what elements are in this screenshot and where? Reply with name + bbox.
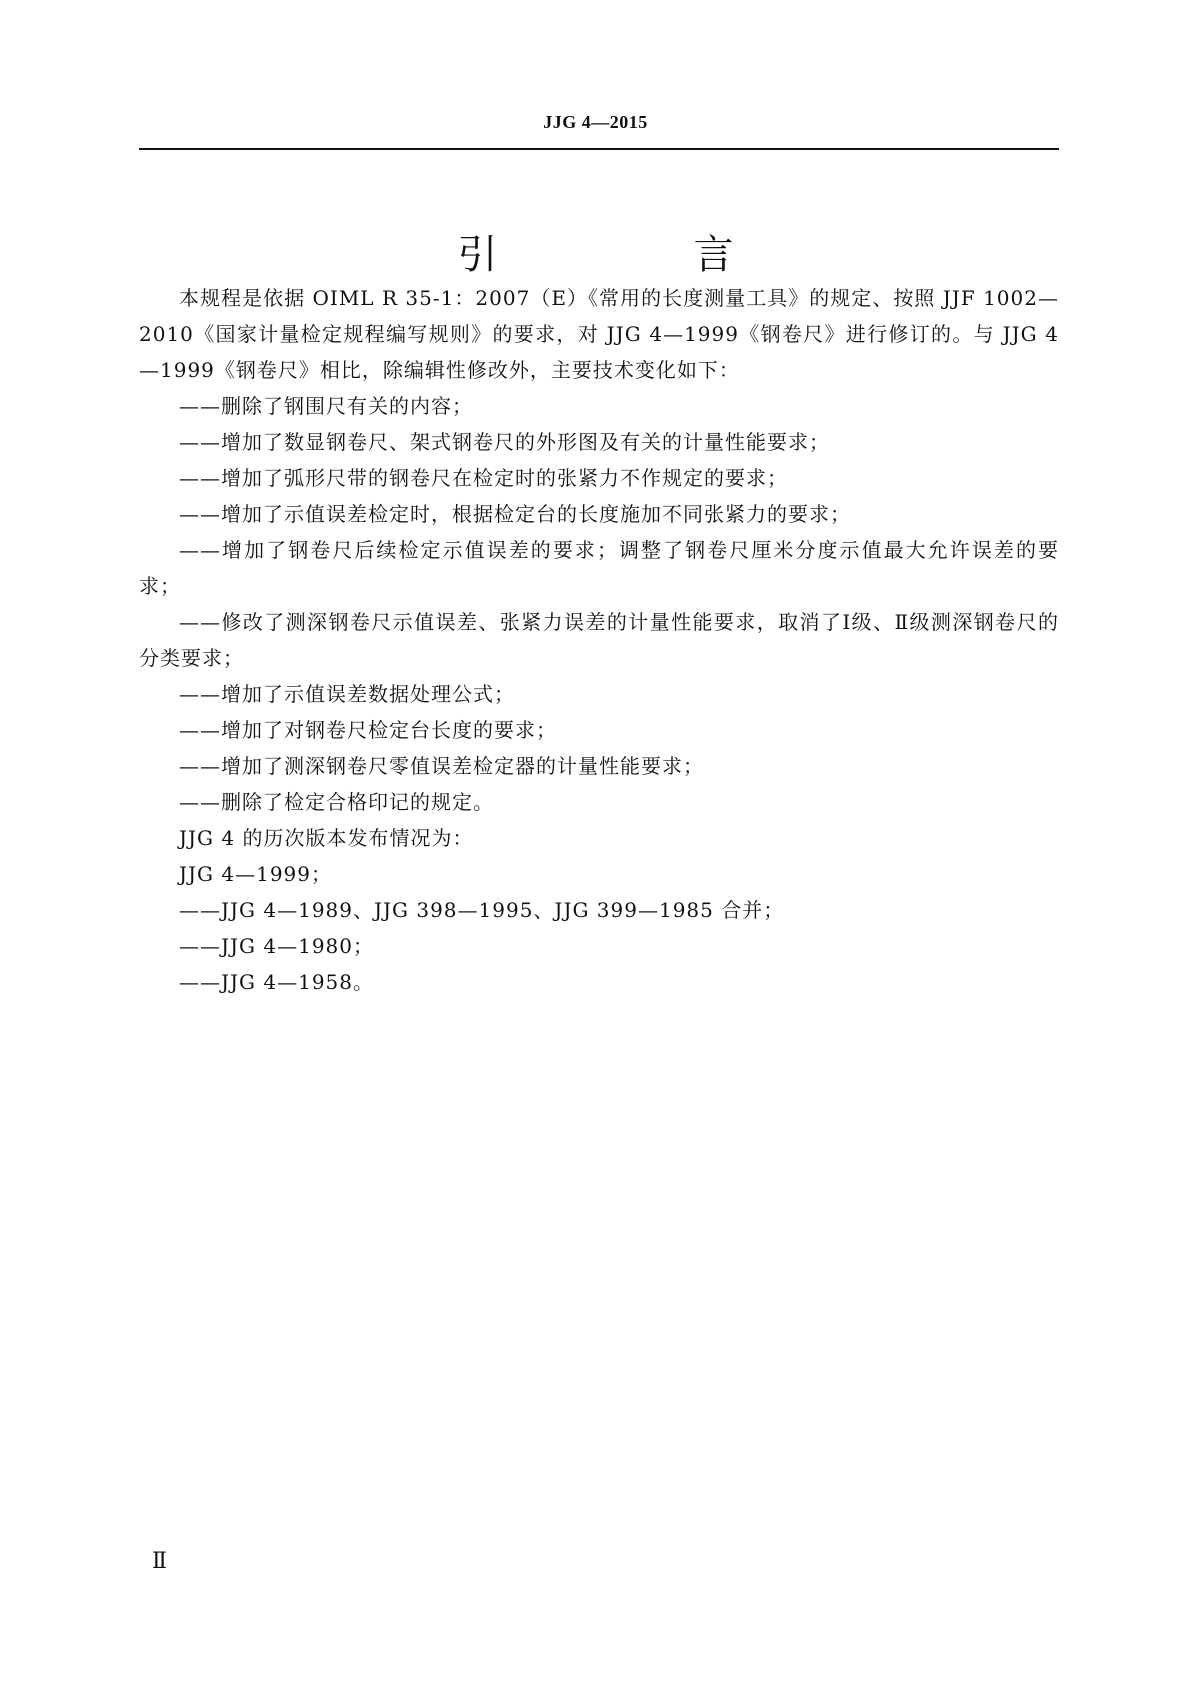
change-item: ——增加了数显钢卷尺、架式钢卷尺的外形图及有关的计量性能要求； <box>179 430 830 454</box>
change-item: ——增加了钢卷尺后续检定示值误差的要求；调整了钢卷尺厘米分度示值最大允许误差的要求； <box>139 538 1059 598</box>
running-header: JJG 4—2015 <box>543 112 648 132</box>
change-item: ——删除了检定合格印记的规定。 <box>179 790 494 814</box>
version-history-item: ——JJG 4—1989、JJG 398—1995、JJG 399—1985 合并； <box>179 898 785 922</box>
version-history-item: ——JJG 4—1980； <box>179 934 374 958</box>
change-item: ——修改了测深钢卷尺示值误差、张紧力误差的计量性能要求，取消了Ⅰ级、Ⅱ级测深钢卷尺的分类要求； <box>139 610 1059 670</box>
page-number: Ⅱ <box>152 1548 167 1573</box>
change-item: ——增加了对钢卷尺检定台长度的要求； <box>179 718 557 742</box>
change-item: ——增加了弧形尺带的钢卷尺在检定时的张紧力不作规定的要求； <box>179 466 788 490</box>
intro-paragraph: 本规程是依据 OIML R 35-1：2007（E）《常用的长度测量工具》的规定、按照 JJF 1002—2010《国家计量检定规程编写规则》的要求，对 JJG 4—1999《钢卷尺》进行修订的。与 JJG 4—1999《钢卷尺》相比，除编辑性修改外，主要技术变化如下： <box>139 286 1059 382</box>
change-item: ——增加了示值误差数据处理公式； <box>179 682 515 706</box>
header-divider <box>139 148 1059 150</box>
change-item: ——删除了钢围尺有关的内容； <box>179 394 473 418</box>
body-text <box>139 280 1059 1000</box>
version-history-heading: JJG 4 的历次版本发布情况为： <box>179 826 474 850</box>
section-title: 引 言 <box>457 231 812 278</box>
change-item: ——增加了示值误差检定时，根据检定台的长度施加不同张紧力的要求； <box>179 502 851 526</box>
version-history-item: JJG 4—1999； <box>179 862 332 886</box>
version-history-item: ——JJG 4—1958。 <box>179 970 374 994</box>
change-item: ——增加了测深钢卷尺零值误差检定器的计量性能要求； <box>179 754 704 778</box>
